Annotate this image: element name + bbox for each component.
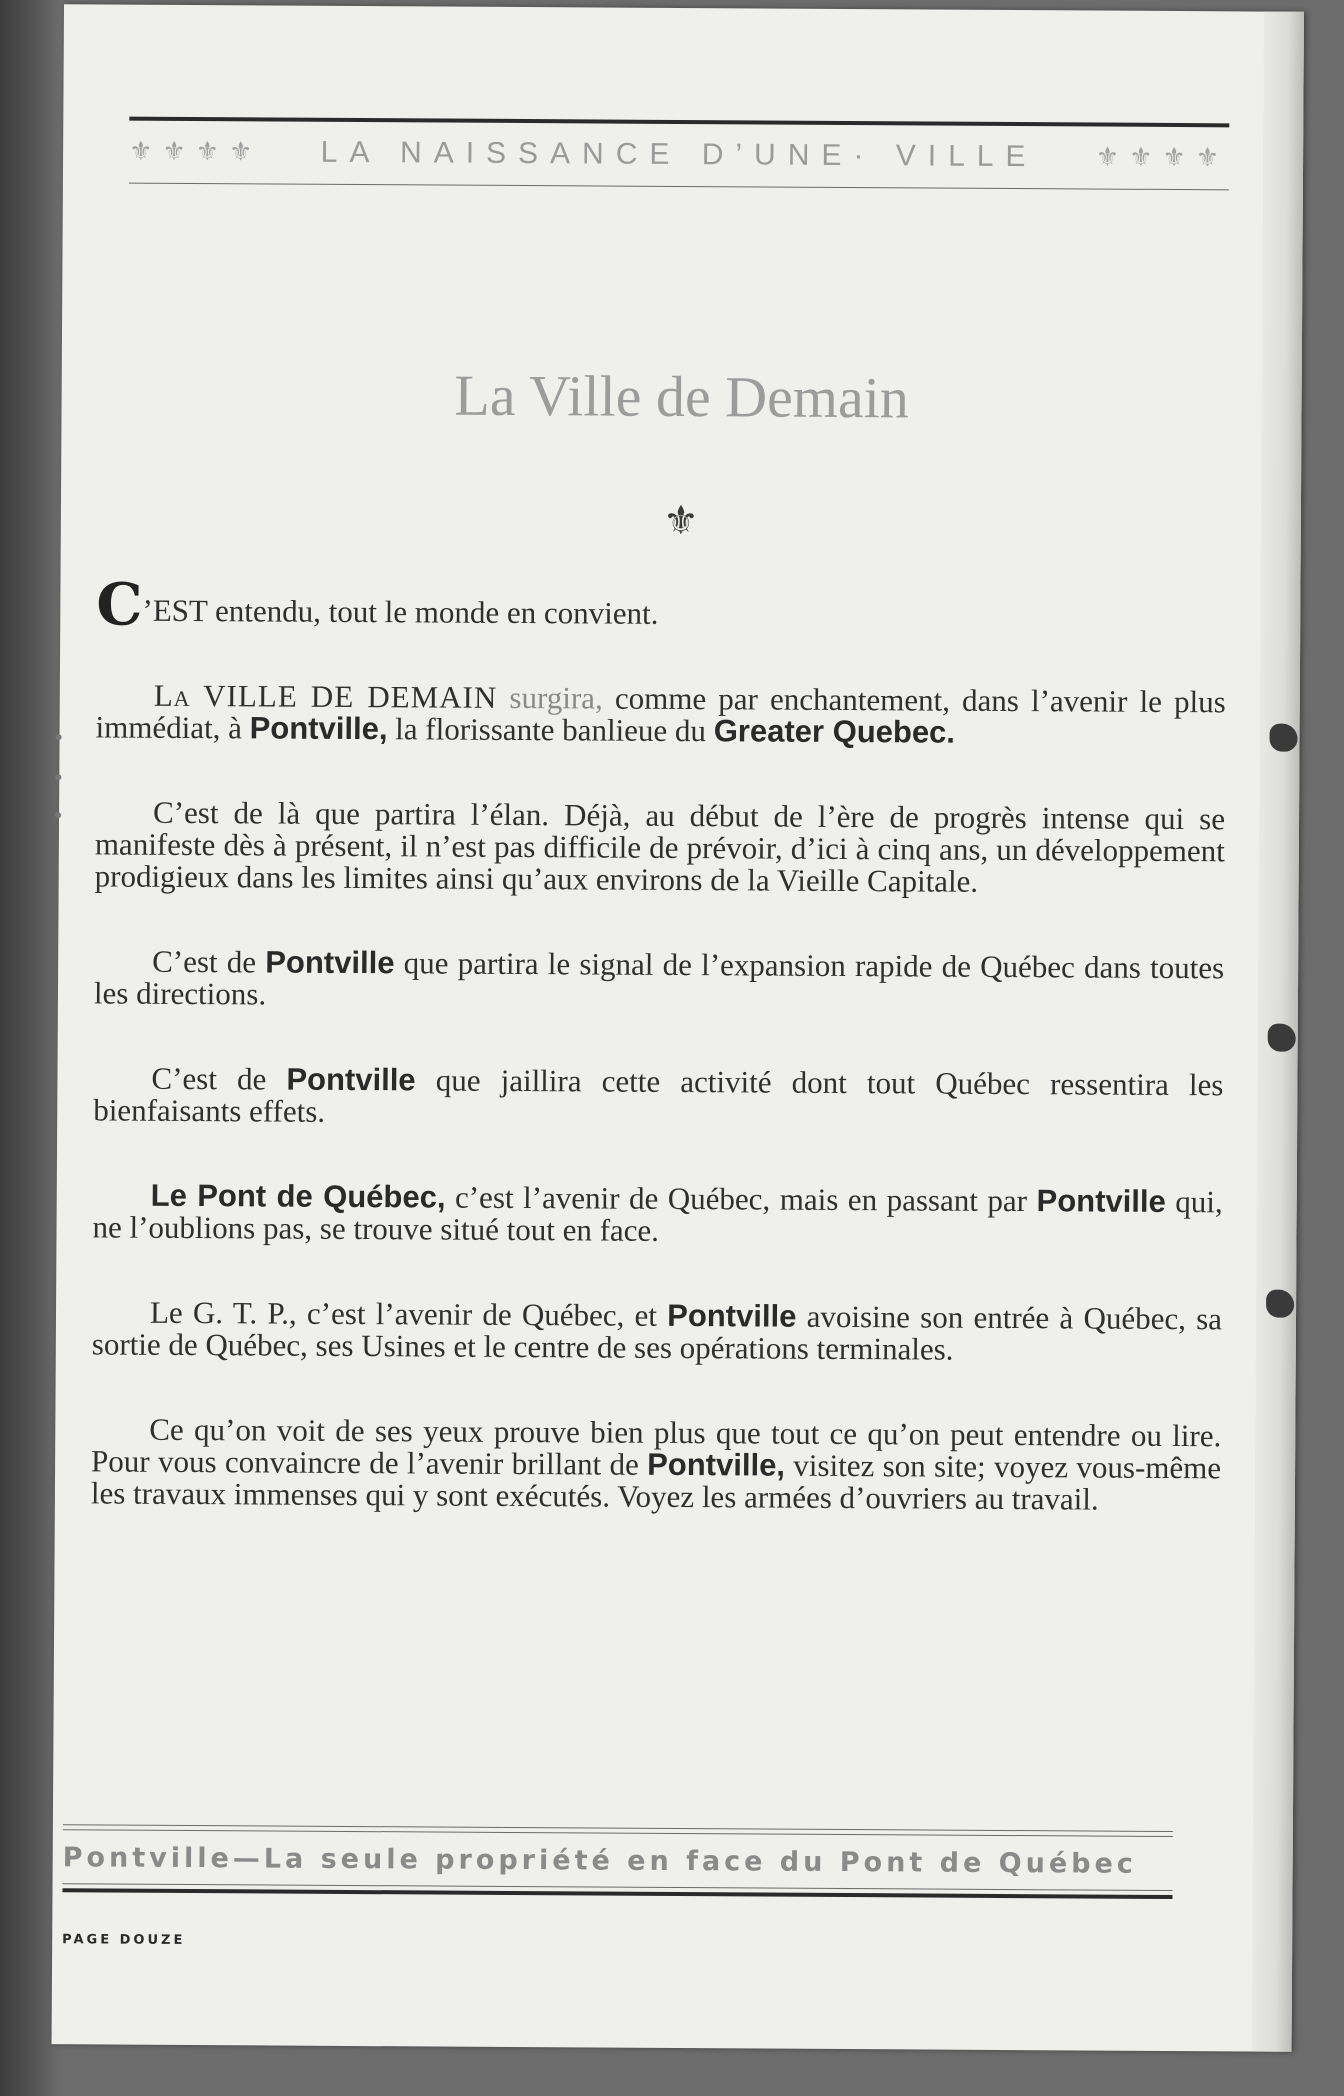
- paragraph: [92, 1179, 1222, 1250]
- paragraph-text: C’est de là que partira l’élan. Déjà, au début de l’ère de progrès intense qui se manifeste dès à présent, il n’est pas difficile de prévoir, d’ici à cinq ans, un développement prodigieux dans les limites ainsi qu’aux environs de la Vieille Capitale.: [94, 794, 1226, 899]
- running-head-line: [129, 121, 1229, 190]
- paragraph-text: La VILLE DE DEMAIN: [153, 677, 498, 715]
- paragraph-text: que partira le signal de l’expansion rapide de Québec dans toutes les directions.: [93, 945, 1225, 1012]
- bold-place-name: Pontville,: [249, 710, 388, 747]
- paragraph-text: avoisine son entrée à Québec, sa sortie de Québec, ses Usines et le centre de ses opérations terminales.: [91, 1298, 1223, 1367]
- paragraph-text: c’est l’avenir de Québec, mais en passant par: [445, 1179, 1037, 1219]
- fleur-de-lis-icon: ⚜: [662, 497, 699, 545]
- paragraph-text: comme par enchantement, dans l’avenir le plus immédiat, à: [95, 680, 1226, 746]
- paragraph-text: surgira,: [497, 679, 603, 716]
- running-head: [129, 117, 1229, 191]
- paragraph: [96, 570, 1226, 639]
- fleur-de-lis-icon: ⚜⚜⚜⚜: [1095, 142, 1230, 174]
- page-number: PAGE DOUZE: [62, 1932, 186, 1948]
- footer-tagline: Pontville—La seule propriété en face du Pont de Québec: [62, 1842, 1137, 1880]
- binding-hole: [55, 812, 61, 818]
- bold-place-name: Pontville: [286, 1061, 416, 1098]
- paragraph-text: visitez son site; voyez vous-même les travaux immenses qui y sont exécutés. Voyez les armées d’ouvriers au travail.: [90, 1447, 1222, 1517]
- paragraph: [95, 796, 1226, 899]
- paragraph: [91, 1413, 1222, 1516]
- paragraph-text: C’est de: [151, 1060, 287, 1097]
- bold-place-name: Pontville: [1036, 1183, 1166, 1219]
- article-title: La Ville de Demain: [454, 362, 910, 431]
- paragraph: [92, 1296, 1222, 1367]
- paragraph-text: la florissante banlieue du: [387, 711, 714, 749]
- page-stain: [1269, 724, 1297, 752]
- paragraph-text: Ce qu’on voit de ses yeux prouve bien plus que tout ce qu’on peut entendre ou lire. Pour vous convaincre de l’avenir brillant de: [91, 1411, 1222, 1482]
- paragraph: [93, 1062, 1223, 1133]
- binding-hole: [56, 734, 62, 740]
- paragraph-text: C’est de: [152, 943, 266, 980]
- bold-place-name: Le Pont de Québec,: [150, 1177, 446, 1215]
- fleur-de-lis-icon: ⚜⚜⚜⚜: [129, 136, 263, 168]
- binding-hole: [55, 774, 61, 780]
- document-page: [52, 4, 1304, 2052]
- bold-place-name: Pontville: [667, 1297, 797, 1334]
- page-stain: [1266, 1290, 1294, 1318]
- page-footer: [62, 1824, 1172, 1899]
- paragraph-text: qui, ne l’oublions pas, se trouve situé tout en face.: [92, 1183, 1223, 1248]
- paragraph-text: que jaillira cette activité dont tout Québec ressentira les bienfaisants effets.: [93, 1062, 1224, 1129]
- paragraph-text: ’EST entendu, tout le monde en convient.: [142, 592, 659, 631]
- article-body: [90, 570, 1226, 1569]
- bold-place-name: Pontville: [265, 944, 395, 981]
- bold-place-name: Greater Quebec.: [713, 713, 956, 750]
- running-head-title: LA NAISSANCE D’UNE· VILLE: [320, 135, 1038, 174]
- page-stain: [1268, 1024, 1296, 1052]
- paragraph-text: Le G. T. P., c’est l’avenir de Québec, et: [149, 1294, 668, 1333]
- bold-place-name: Pontville,: [647, 1446, 786, 1483]
- paragraph: [94, 945, 1224, 1016]
- paragraph: [95, 679, 1225, 750]
- drop-cap: C: [96, 570, 143, 639]
